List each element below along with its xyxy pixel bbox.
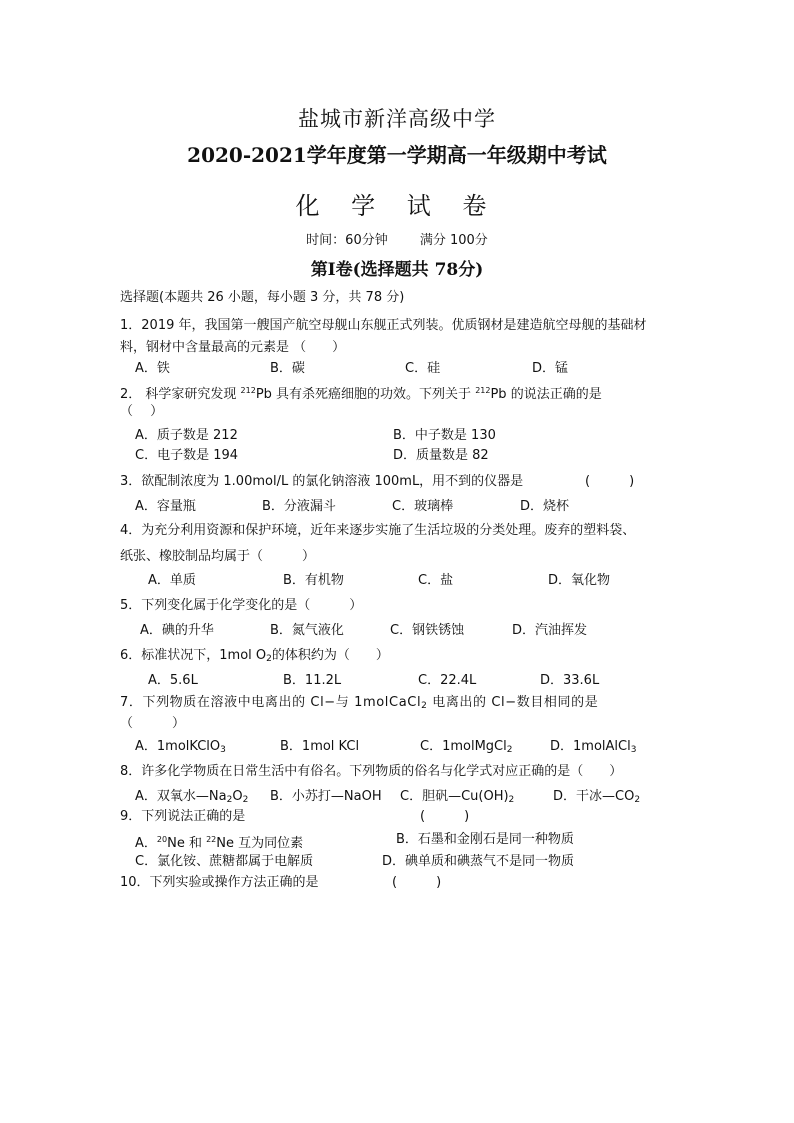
school-name: 盐城市新洋高级中学	[298, 107, 496, 131]
q8-option-d-text: D．干冰—CO	[553, 789, 635, 804]
q10-paren: ( )	[392, 875, 442, 890]
q8-stem: 8．许多化学物质在日常生活中有俗名。下列物质的俗名与化学式对应正确的是（ ）	[120, 764, 623, 779]
q2-option-b: B．中子数是 130	[393, 428, 496, 443]
q8-option-a-sub2: 2	[242, 795, 249, 805]
q9-option-a-mid: Ne 和	[167, 836, 207, 851]
q9-option-d: D．碘单质和碘蒸气不是同一物质	[382, 854, 575, 869]
q8-option-c	[400, 788, 514, 809]
q8-option-a-sub1: 2	[226, 795, 233, 805]
q6-option-b: B．11.2L	[283, 673, 342, 688]
q3-option-a: A．容量瓶	[135, 499, 196, 514]
q7-stem-pre: 7．下列物质在溶液中电离出的 Cl−与 1molCaCl	[120, 695, 422, 710]
q1-stem-line1: 1．2019 年，我国第一艘国产航空母舰山东舰正式列装。优质钢材是建造航空母舰的基础材	[120, 318, 647, 333]
q6-option-d: D．33.6L	[540, 673, 600, 688]
q4-stem-line2: 纸张、橡胶制品均属于（ ）	[120, 549, 316, 564]
exam-title: 2020-2021学年度第一学期高一年级期中考试	[187, 143, 607, 167]
part-heading: 第Ⅰ卷(选择题共 78分)	[310, 260, 484, 280]
q10-stem: 10．下列实验或操作方法正确的是	[120, 875, 319, 890]
q2-stem-mid: Pb 具有杀死癌细胞的功效。下列关于	[255, 387, 476, 402]
q2-stem-pre: 2． 科学家研究发现	[120, 387, 241, 402]
q4-option-a: A．单质	[148, 573, 196, 588]
q2-isotope-mass-2: 212	[475, 386, 491, 395]
q3-option-b: B．分液漏斗	[262, 499, 336, 514]
q7-option-c	[420, 738, 512, 759]
q6-subscript: 2	[266, 654, 272, 664]
q2-stem-line2: （ ）	[120, 404, 164, 419]
exam-time: 时间：60分钟	[306, 233, 388, 248]
q2-option-c: C．电子数是 194	[135, 448, 239, 463]
q9-option-a-label: A．	[135, 836, 157, 851]
q8-option-c-sub: 2	[508, 795, 515, 805]
q9-option-a-iso1: 20	[156, 835, 168, 844]
q8-option-c-text: C．胆矾—Cu(OH)	[400, 789, 509, 804]
q8-option-a	[135, 788, 248, 809]
q4-option-c: C．盐	[418, 573, 454, 588]
q8-option-a-mid: O	[232, 789, 243, 804]
q9-option-a-post: Ne 互为同位素	[216, 836, 304, 851]
full-score: 满分 100分	[419, 233, 488, 248]
q7-option-d-sub: 3	[630, 745, 637, 755]
q2-option-a: A．质子数是 212	[135, 428, 238, 443]
q3-paren: ( )	[585, 474, 635, 489]
q5-option-b: B．氮气液化	[270, 623, 344, 638]
q3-option-d: D．烧杯	[520, 499, 570, 514]
q6-stem	[120, 647, 389, 668]
q7-option-c-text: C．1molMgCl	[420, 739, 507, 754]
q2-stem-post: Pb 的说法正确的是	[490, 387, 602, 402]
q9-option-b: B．石墨和金刚石是同一种物质	[396, 832, 574, 847]
q7-stem-line1	[120, 694, 598, 715]
q1-option-c: C．硅	[405, 361, 441, 376]
q6-stem-post: 的体积约为（ ）	[271, 648, 389, 663]
q6-option-c: C．22.4L	[418, 673, 477, 688]
q9-paren: ( )	[420, 809, 470, 824]
section-instruction: 选择题(本题共 26 小题，每小题 3 分，共 78 分)	[120, 290, 405, 305]
q3-stem: 3．欲配制浓度为 1.00mol/L 的氯化钠溶液 100mL，用不到的仪器是	[120, 474, 524, 489]
q2-isotope-mass-1: 212	[240, 386, 256, 395]
q3-option-c: C．玻璃棒	[392, 499, 454, 514]
q1-option-a: A．铁	[135, 361, 170, 376]
q7-option-d	[550, 738, 636, 759]
q9-option-a-iso2: 22	[206, 835, 217, 844]
q5-option-d: D．汽油挥发	[512, 623, 588, 638]
q9-option-a	[135, 831, 303, 853]
q4-stem-line1: 4．为充分利用资源和保护环境，近年来逐步实施了生活垃圾的分类处理。废弃的塑料袋、	[120, 523, 636, 538]
q9-stem: 9．下列说法正确的是	[120, 809, 246, 824]
q2-option-d: D．质量数是 82	[393, 448, 489, 463]
q6-option-a: A．5.6L	[148, 673, 198, 688]
q1-stem-line2: 料，钢材中含量最高的元素是 （ ）	[120, 340, 346, 355]
q5-option-c: C．钢铁锈蚀	[390, 623, 465, 638]
q7-option-a	[135, 738, 226, 759]
q1-option-b: B．碳	[270, 361, 305, 376]
subject-title: 化 学 试 卷	[295, 192, 499, 220]
q7-stem-post: 电离出的 Cl−数目相同的是	[427, 695, 599, 710]
q5-stem: 5．下列变化属于化学变化的是（ ）	[120, 598, 363, 613]
q7-option-d-text: D．1molAlCl	[550, 739, 631, 754]
q1-option-d: D．锰	[532, 361, 569, 376]
q7-subscript: 2	[421, 701, 428, 711]
q7-option-c-sub: 2	[506, 745, 513, 755]
q2-stem-line1	[120, 382, 602, 404]
q7-stem-line2: （ ）	[120, 716, 186, 731]
q4-option-d: D．氧化物	[548, 573, 611, 588]
q8-option-d	[553, 788, 640, 809]
q8-option-b: B．小苏打—NaOH	[270, 789, 382, 804]
q7-option-b: B．1mol KCl	[280, 739, 360, 754]
q9-option-c: C．氯化铵、蔗糖都属于电解质	[135, 854, 314, 869]
q5-option-a: A．碘的升华	[140, 623, 214, 638]
q8-option-d-sub: 2	[634, 795, 641, 805]
q8-option-a-text: A．双氧水—Na	[135, 789, 227, 804]
time-score-line	[0, 229, 794, 248]
q7-option-a-text: A．1molKClO	[135, 739, 221, 754]
q6-stem-pre: 6．标准状况下，1mol O	[120, 648, 267, 663]
q7-option-a-sub: 3	[220, 745, 226, 755]
q4-option-b: B．有机物	[283, 573, 344, 588]
